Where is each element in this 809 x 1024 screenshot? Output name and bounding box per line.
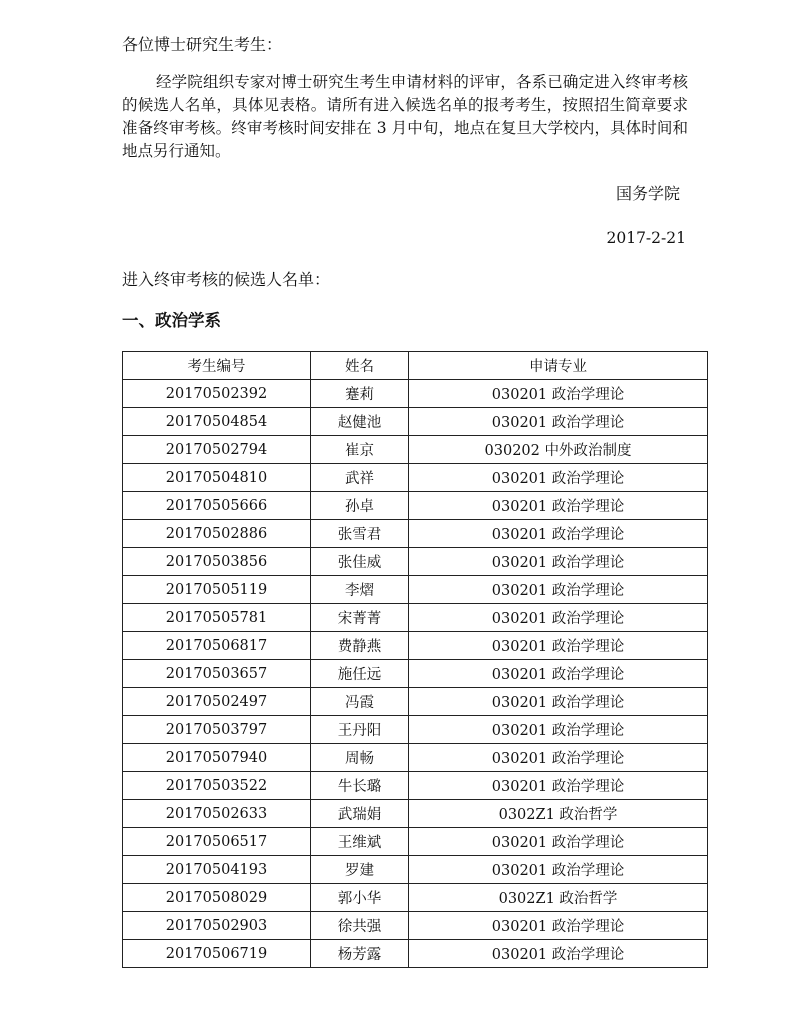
cell-name: 张佳威 xyxy=(311,548,409,576)
cell-major: 030202 中外政治制度 xyxy=(409,436,708,464)
cell-exam-id: 20170504193 xyxy=(123,856,311,884)
cell-name: 赵健池 xyxy=(311,408,409,436)
cell-name: 蹇莉 xyxy=(311,380,409,408)
table-row xyxy=(123,576,708,604)
cell-exam-id: 20170506817 xyxy=(123,632,311,660)
cell-exam-id: 20170505781 xyxy=(123,604,311,632)
candidate-table xyxy=(122,351,708,968)
cell-major: 030201 政治学理论 xyxy=(409,716,708,744)
signature-date: 2017-2-21 xyxy=(606,229,686,247)
cell-name: 冯霞 xyxy=(311,688,409,716)
cell-name: 牛长璐 xyxy=(311,772,409,800)
cell-major: 030201 政治学理论 xyxy=(409,548,708,576)
cell-name: 郭小华 xyxy=(311,884,409,912)
cell-name: 施任远 xyxy=(311,660,409,688)
column-header-name: 姓名 xyxy=(311,352,409,380)
table-row xyxy=(123,772,708,800)
cell-exam-id: 20170506719 xyxy=(123,940,311,968)
cell-name: 费静燕 xyxy=(311,632,409,660)
cell-name: 宋菁菁 xyxy=(311,604,409,632)
cell-name: 罗建 xyxy=(311,856,409,884)
cell-major: 030201 政治学理论 xyxy=(409,744,708,772)
section-heading: 一、政治学系 xyxy=(122,311,221,330)
cell-exam-id: 20170508029 xyxy=(123,884,311,912)
cell-exam-id: 20170503657 xyxy=(123,660,311,688)
table-row xyxy=(123,744,708,772)
table-row xyxy=(123,688,708,716)
column-header-major: 申请专业 xyxy=(409,352,708,380)
cell-name: 武瑞娟 xyxy=(311,800,409,828)
table-row xyxy=(123,492,708,520)
cell-major: 0302Z1 政治哲学 xyxy=(409,884,708,912)
cell-major: 030201 政治学理论 xyxy=(409,828,708,856)
cell-exam-id: 20170503856 xyxy=(123,548,311,576)
list-intro: 进入终审考核的候选人名单： xyxy=(122,270,331,289)
cell-major: 030201 政治学理论 xyxy=(409,912,708,940)
table-row xyxy=(123,884,708,912)
signature: 国务学院 xyxy=(615,184,680,203)
cell-exam-id: 20170503797 xyxy=(123,716,311,744)
cell-major: 0302Z1 政治哲学 xyxy=(409,800,708,828)
cell-name: 徐共强 xyxy=(311,912,409,940)
cell-name: 周畅 xyxy=(311,744,409,772)
table-row xyxy=(123,548,708,576)
cell-name: 杨芳露 xyxy=(311,940,409,968)
cell-major: 030201 政治学理论 xyxy=(409,576,708,604)
cell-name: 王维斌 xyxy=(311,828,409,856)
table-row xyxy=(123,800,708,828)
cell-name: 孙卓 xyxy=(311,492,409,520)
cell-exam-id: 20170507940 xyxy=(123,744,311,772)
cell-name: 李熠 xyxy=(311,576,409,604)
cell-major: 030201 政治学理论 xyxy=(409,464,708,492)
cell-major: 030201 政治学理论 xyxy=(409,660,708,688)
cell-major: 030201 政治学理论 xyxy=(409,772,708,800)
cell-exam-id: 20170502633 xyxy=(123,800,311,828)
cell-exam-id: 20170502392 xyxy=(123,380,311,408)
cell-major: 030201 政治学理论 xyxy=(409,604,708,632)
table-row xyxy=(123,828,708,856)
table-row xyxy=(123,464,708,492)
table-row xyxy=(123,436,708,464)
cell-exam-id: 20170502886 xyxy=(123,520,311,548)
cell-exam-id: 20170505119 xyxy=(123,576,311,604)
cell-major: 030201 政治学理论 xyxy=(409,688,708,716)
notice-body: 经学院组织专家对博士研究生考生申请材料的评审，各系已确定进入终审考核的候选人名单，具体见表格。请所有进入候选名单的报考考生，按照招生简章要求准备终审考核。终审考核时间安排在 3 月中旬，地点在复旦大学校内，具体时间和地点另行通知。 xyxy=(122,73,688,160)
cell-major: 030201 政治学理论 xyxy=(409,856,708,884)
table-row xyxy=(123,408,708,436)
cell-major: 030201 政治学理论 xyxy=(409,408,708,436)
cell-exam-id: 20170502903 xyxy=(123,912,311,940)
cell-exam-id: 20170502497 xyxy=(123,688,311,716)
cell-name: 崔京 xyxy=(311,436,409,464)
cell-exam-id: 20170505666 xyxy=(123,492,311,520)
cell-name: 王丹阳 xyxy=(311,716,409,744)
table-body xyxy=(123,380,708,968)
cell-name: 武祥 xyxy=(311,464,409,492)
cell-exam-id: 20170504810 xyxy=(123,464,311,492)
cell-major: 030201 政治学理论 xyxy=(409,380,708,408)
cell-exam-id: 20170506517 xyxy=(123,828,311,856)
cell-major: 030201 政治学理论 xyxy=(409,520,708,548)
table-row xyxy=(123,940,708,968)
greeting: 各位博士研究生考生： xyxy=(122,35,283,54)
column-header-id: 考生编号 xyxy=(123,352,311,380)
cell-major: 030201 政治学理论 xyxy=(409,940,708,968)
table-row xyxy=(123,716,708,744)
table-row xyxy=(123,856,708,884)
cell-exam-id: 20170503522 xyxy=(123,772,311,800)
table-header-row xyxy=(123,352,708,380)
cell-exam-id: 20170502794 xyxy=(123,436,311,464)
table-row xyxy=(123,520,708,548)
table-row xyxy=(123,632,708,660)
cell-name: 张雪君 xyxy=(311,520,409,548)
cell-major: 030201 政治学理论 xyxy=(409,492,708,520)
table-row xyxy=(123,604,708,632)
cell-exam-id: 20170504854 xyxy=(123,408,311,436)
table-row xyxy=(123,380,708,408)
table-row xyxy=(123,660,708,688)
cell-major: 030201 政治学理论 xyxy=(409,632,708,660)
table-row xyxy=(123,912,708,940)
